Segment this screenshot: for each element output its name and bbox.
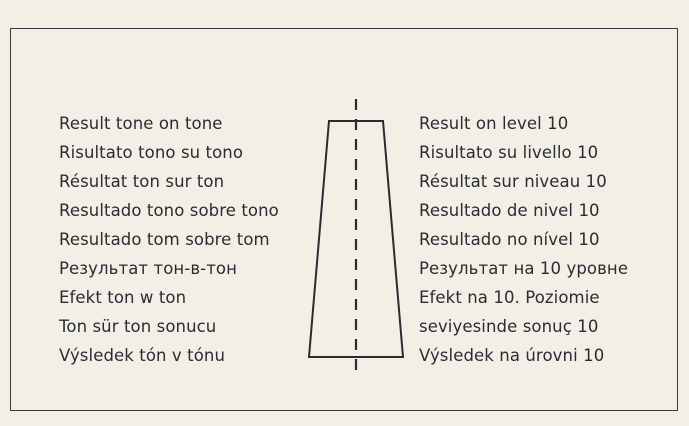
list-item: Resultado tono sobre tono: [59, 201, 279, 220]
list-item: seviyesinde sonuç 10: [419, 317, 599, 336]
right-text-column: [419, 109, 669, 370]
list-item: Resultado tom sobre tom: [59, 230, 270, 249]
list-item: Result on level 10: [419, 114, 569, 133]
trapezoid-with-dashed-center-line: [291, 99, 421, 379]
list-item: Ton sür ton sonucu: [59, 317, 217, 336]
list-item: Risultato su livello 10: [419, 143, 599, 162]
list-item: Výsledek na úrovni 10: [419, 346, 605, 365]
list-item: Résultat ton sur ton: [59, 172, 225, 191]
list-item: Efekt ton w ton: [59, 288, 187, 307]
list-item: Resultado de nivel 10: [419, 201, 600, 220]
list-item: Efekt na 10. Poziomie: [419, 288, 600, 307]
list-item: Result tone on tone: [59, 114, 223, 133]
list-item: Resultado no nível 10: [419, 230, 600, 249]
list-item: Результат тон-в-тон: [59, 259, 238, 278]
list-item: Výsledek tón v tónu: [59, 346, 226, 365]
list-item: Résultat sur niveau 10: [419, 172, 607, 191]
left-text-column: [59, 109, 329, 370]
list-item: Результат на 10 уровне: [419, 259, 629, 278]
diagram-border-frame: [10, 28, 678, 411]
list-item: Risultato tono su tono: [59, 143, 244, 162]
